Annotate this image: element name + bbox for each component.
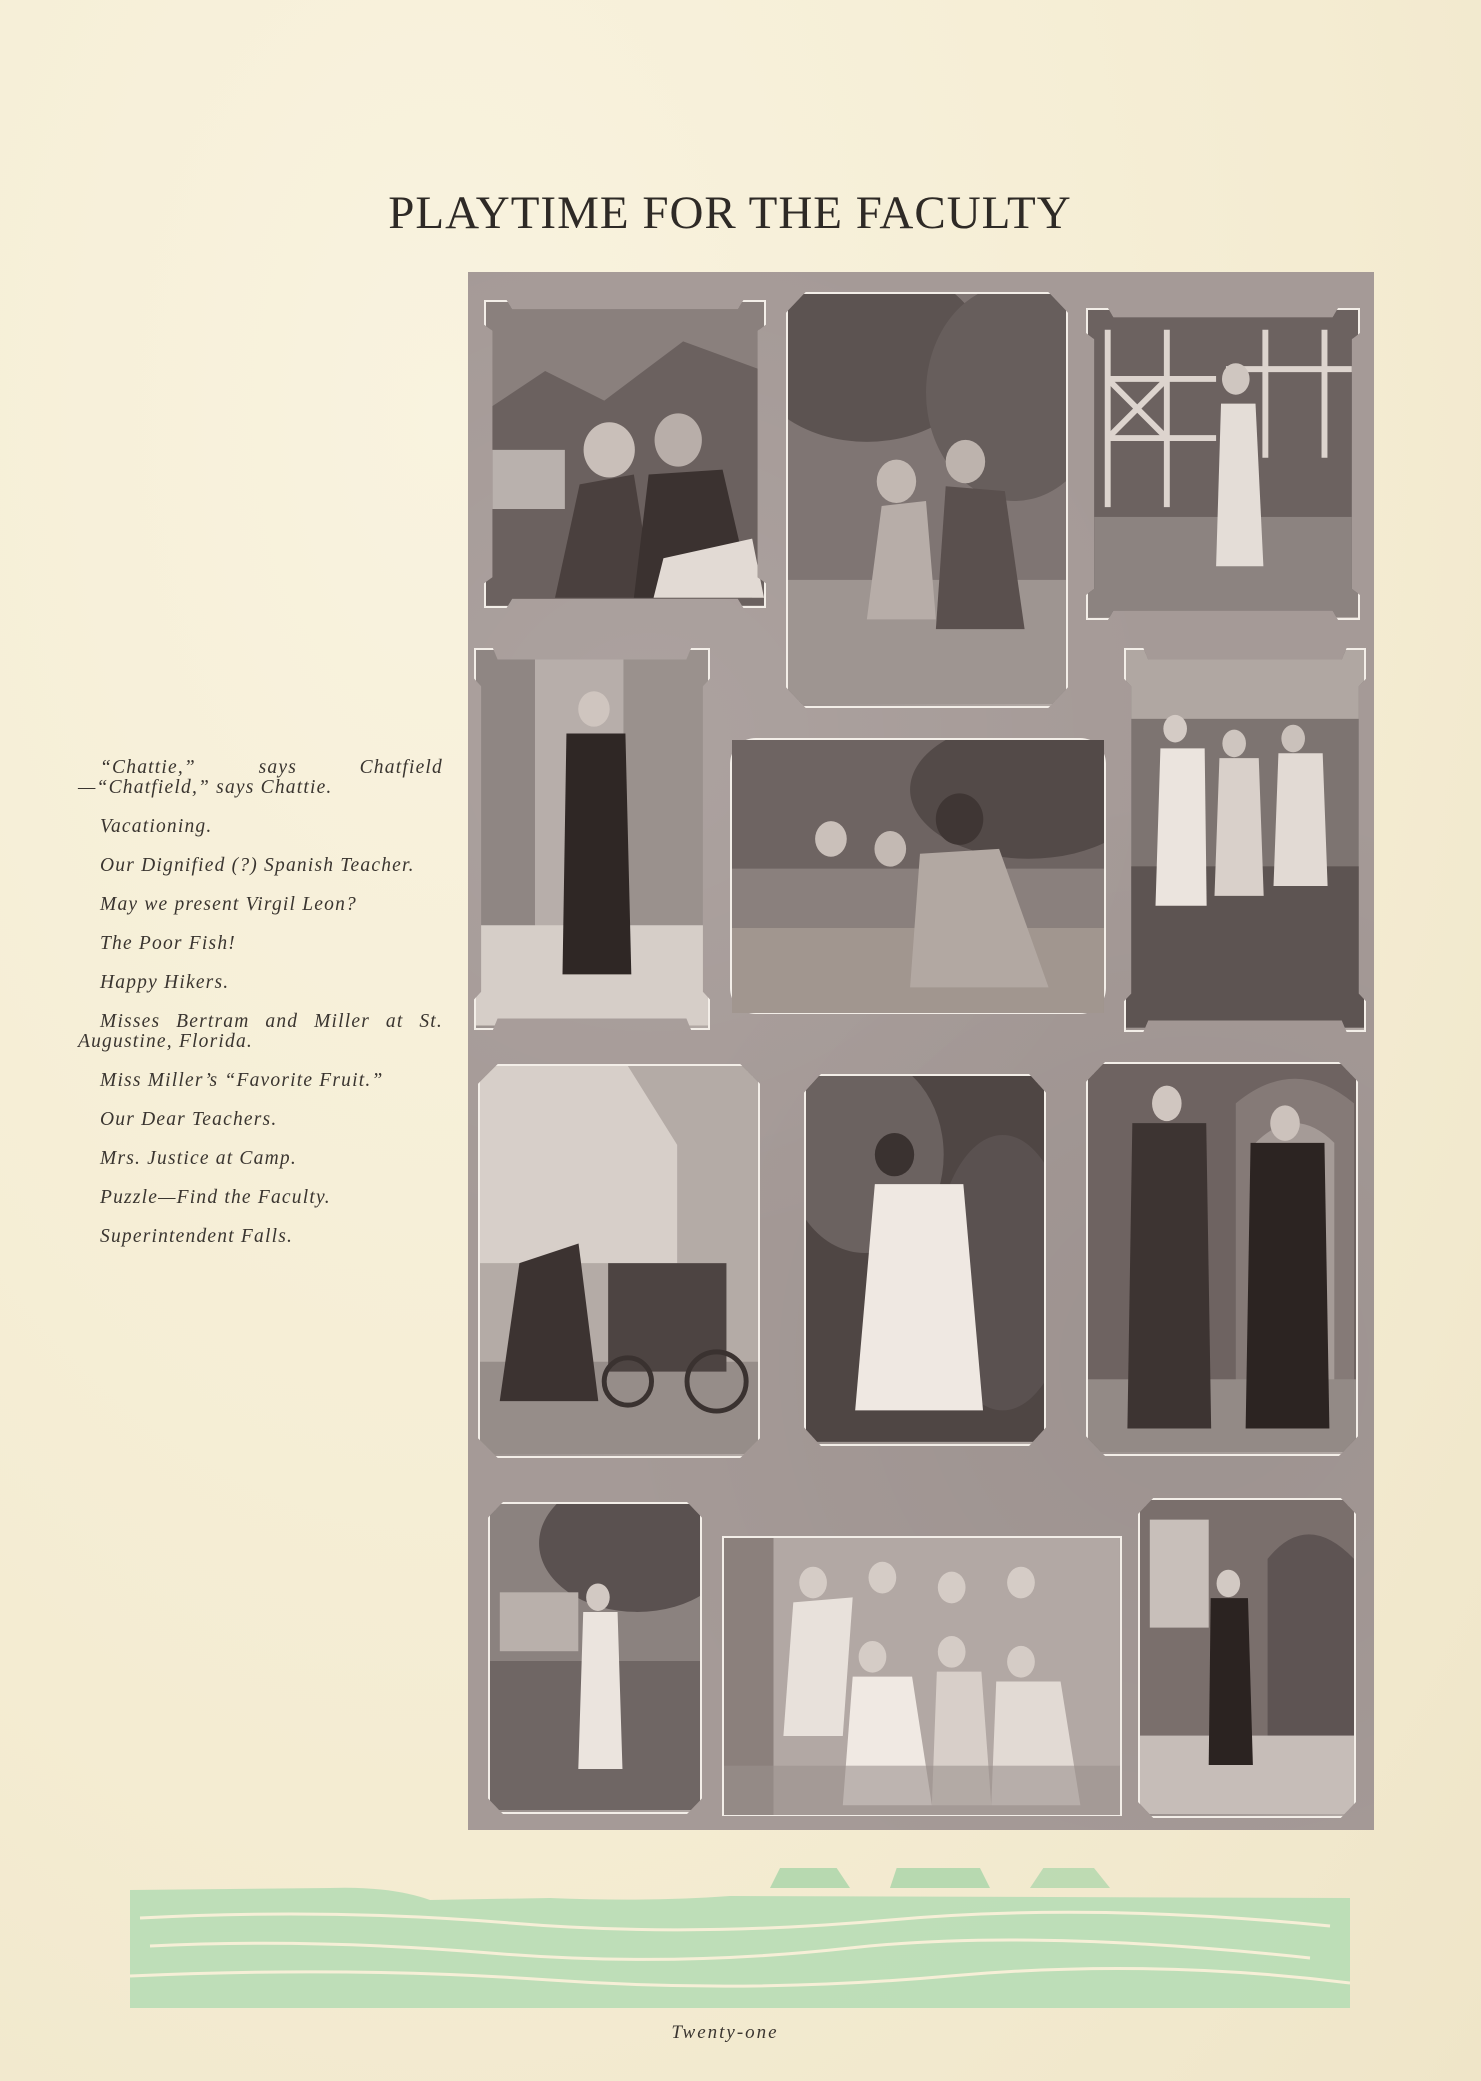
caption-7: Misses Bertram and Miller at St. Augustine, Florida. [78, 1011, 443, 1052]
page-title: PLAYTIME FOR THE FACULTY [388, 187, 1072, 239]
photo-puzzle-find-faculty [722, 1536, 1122, 1816]
photo-collage-panel [468, 272, 1374, 1830]
caption-6: Happy Hikers. [100, 972, 230, 993]
caption-8: Miss Miller’s “Favorite Fruit.” [100, 1070, 384, 1091]
photo-superintendent-falls [1138, 1498, 1356, 1818]
ship-sea-illustration [130, 1868, 1350, 2008]
photo-spanish-teacher [1086, 308, 1360, 620]
photo-chatfield-couple [484, 300, 766, 608]
photo-virgil-leon [474, 648, 710, 1030]
caption-5: The Poor Fish! [100, 933, 236, 954]
caption-12: Superintendent Falls. [100, 1226, 294, 1247]
caption-2: Vacationing. [100, 816, 213, 837]
caption-1: “Chattie,” says Chatfield—“Chatfield,” says Chattie. [78, 757, 443, 798]
photo-poor-fish [730, 738, 1106, 1014]
photo-favorite-fruit [804, 1074, 1046, 1446]
caption-10: Mrs. Justice at Camp. [100, 1148, 297, 1169]
photo-dear-teachers [1086, 1062, 1358, 1456]
caption-list [78, 758, 443, 1266]
photo-happy-hikers [1124, 648, 1366, 1032]
caption-4: May we present Virgil Leon? [100, 894, 357, 915]
caption-11: Puzzle—Find the Faculty. [100, 1187, 331, 1208]
caption-9: Our Dear Teachers. [100, 1109, 278, 1130]
photo-vacationing [786, 292, 1068, 708]
page-number: Twenty-one [671, 2022, 779, 2043]
caption-3: Our Dignified (?) Spanish Teacher. [100, 855, 415, 876]
photo-mrs-justice-camp [488, 1502, 702, 1814]
photo-st-augustine [478, 1064, 760, 1458]
